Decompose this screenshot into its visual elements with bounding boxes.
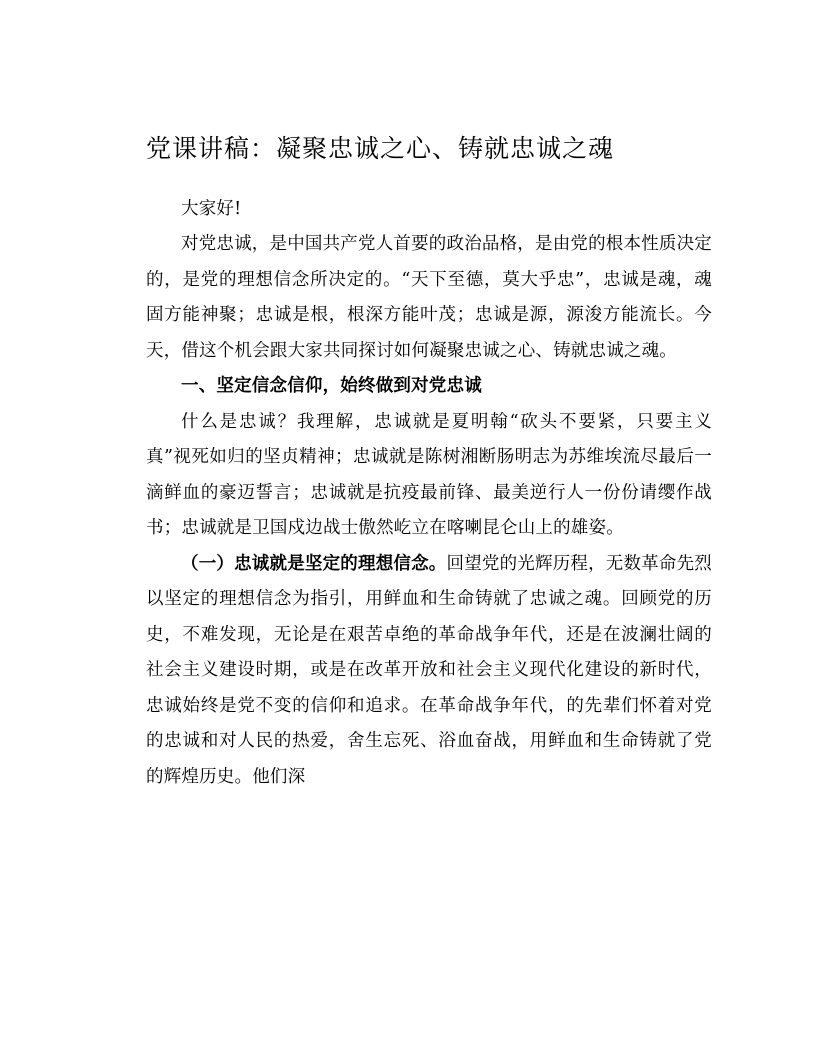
section-heading-1: 一、坚定信念信仰，始终做到对党忠诚 xyxy=(181,376,482,397)
greeting-paragraph: 大家好! xyxy=(181,198,242,219)
subsection-lead: （一）忠诚就是坚定的理想信念。 xyxy=(181,553,447,574)
loyalty-definition-paragraph: 什么是忠诚？我理解，忠诚就是夏明翰“砍头不要紧，只要主义真”视死如归的坚贞精神；忠诚就是陈树湘断肠明志为苏维埃流尽最后一滴鲜血的豪迈誓言；忠诚就是抗疫最前锋、最美逆行人一份份请缨作战书；忠诚就是卫国戍边战士傲然屹立在喀喇昆仑山上的雄姿。 xyxy=(146,411,712,539)
page-title: 党课讲稿：凝聚忠诚之心、铸就忠诚之魂 xyxy=(146,134,615,163)
intro-paragraph: 对党忠诚，是中国共产党人首要的政治品格，是由党的根本性质决定的，是党的理想信念所决定的。“天下至德，莫大乎忠”，忠诚是魂，魂固方能神聚；忠诚是根，根深方能叶茂；忠诚是源，源浚方能流长。今天，借这个机会跟大家共同探讨如何凝聚忠诚之心、铸就忠诚之魂。 xyxy=(146,234,712,361)
subsection-body: 回望党的光辉历程，无数革命先烈以坚定的理想信念为指引，用鲜血和生命铸就了忠诚之魂。回顾党的历史，不难发现，无论是在艰苦卓绝的革命战争年代，还是在波澜壮阔的社会主义建设时期，或是在改革开放和社会主义现代化建设的新时代，忠诚始终是党不变的信仰和追求。在革命战争年代，的先辈们怀着对党的忠诚和对人民的热爱，舍生忘死、浴血奋战，用鲜血和生命铸就了党的辉煌历史。他们深 xyxy=(146,553,712,787)
subsection-paragraph xyxy=(146,547,712,796)
